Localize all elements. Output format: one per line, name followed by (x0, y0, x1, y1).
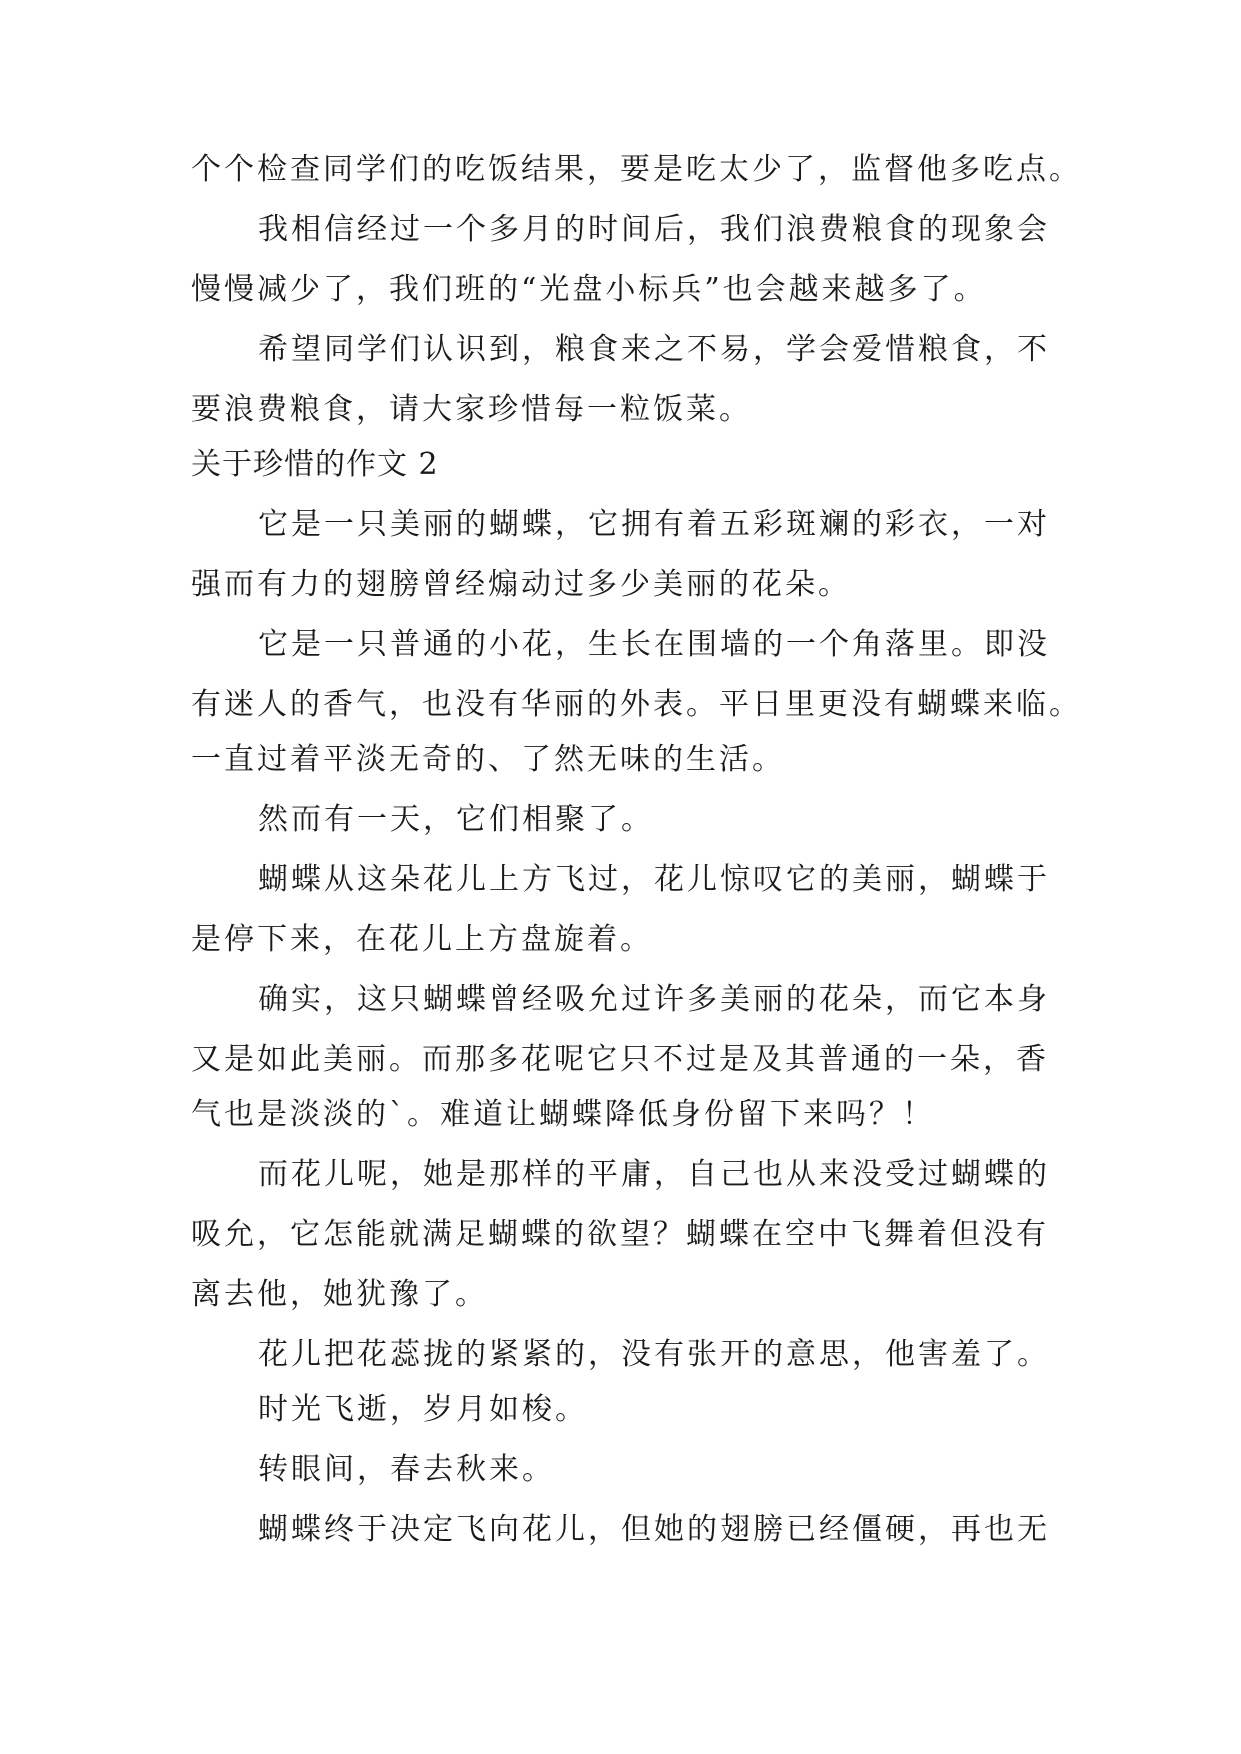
text-line: 有迷人的香气，也没有华丽的外表。平日里更没有蝴蝶来临。 (191, 687, 1082, 722)
paragraph-first-line: 蝴蝶从这朵花儿上方飞过，花儿惊叹它的美丽，蝴蝶于 (258, 862, 1050, 897)
text-line: 又是如此美丽。而那多花呢它只不过是及其普通的一朵，香 (191, 1042, 1049, 1077)
paragraph-first-line: 而花儿呢，她是那样的平庸，自己也从来没受过蝴蝶的 (258, 1157, 1050, 1192)
paragraph-first-line: 我相信经过一个多月的时间后，我们浪费粮食的现象会 (258, 212, 1050, 247)
paragraph-first-line: 它是一只普通的小花，生长在围墙的一个角落里。即没 (258, 627, 1050, 662)
text-line: 一直过着平淡无奇的、了然无味的生活。 (191, 742, 785, 777)
paragraph-first-line: 蝴蝶终于决定飞向花儿，但她的翅膀已经僵硬，再也无 (258, 1512, 1050, 1547)
section-heading: 关于珍惜的作文 2 (191, 447, 439, 482)
paragraph-first-line: 转眼间，春去秋来。 (258, 1452, 555, 1487)
paragraph-first-line: 时光飞逝，岁月如梭。 (258, 1392, 588, 1427)
text-line: 要浪费粮食，请大家珍惜每一粒饭菜。 (191, 392, 752, 427)
text-line: 慢慢减少了，我们班的“光盘小标兵”也会越来越多了。 (191, 272, 987, 307)
text-line: 吸允，它怎能就满足蝴蝶的欲望？蝴蝶在空中飞舞着但没有 (191, 1217, 1049, 1252)
text-line: 是停下来，在花儿上方盘旋着。 (191, 922, 653, 957)
paragraph-first-line: 然而有一天，它们相聚了。 (258, 802, 654, 837)
text-line: 个个检查同学们的吃饭结果，要是吃太少了，监督他多吃点。 (191, 152, 1082, 187)
paragraph-first-line: 它是一只美丽的蝴蝶，它拥有着五彩斑斓的彩衣，一对 (258, 507, 1050, 542)
text-line: 气也是淡淡的`。难道让蝴蝶降低身份留下来吗？！ (191, 1097, 935, 1132)
paragraph-first-line: 希望同学们认识到，粮食来之不易，学会爱惜粮食，不 (258, 332, 1050, 367)
paragraph-first-line: 确实，这只蝴蝶曾经吸允过许多美丽的花朵，而它本身 (258, 982, 1050, 1017)
text-line: 强而有力的翅膀曾经煽动过多少美丽的花朵。 (191, 567, 851, 602)
text-line: 离去他，她犹豫了。 (191, 1277, 488, 1312)
paragraph-first-line: 花儿把花蕊拢的紧紧的，没有张开的意思，他害羞了。 (258, 1337, 1050, 1372)
